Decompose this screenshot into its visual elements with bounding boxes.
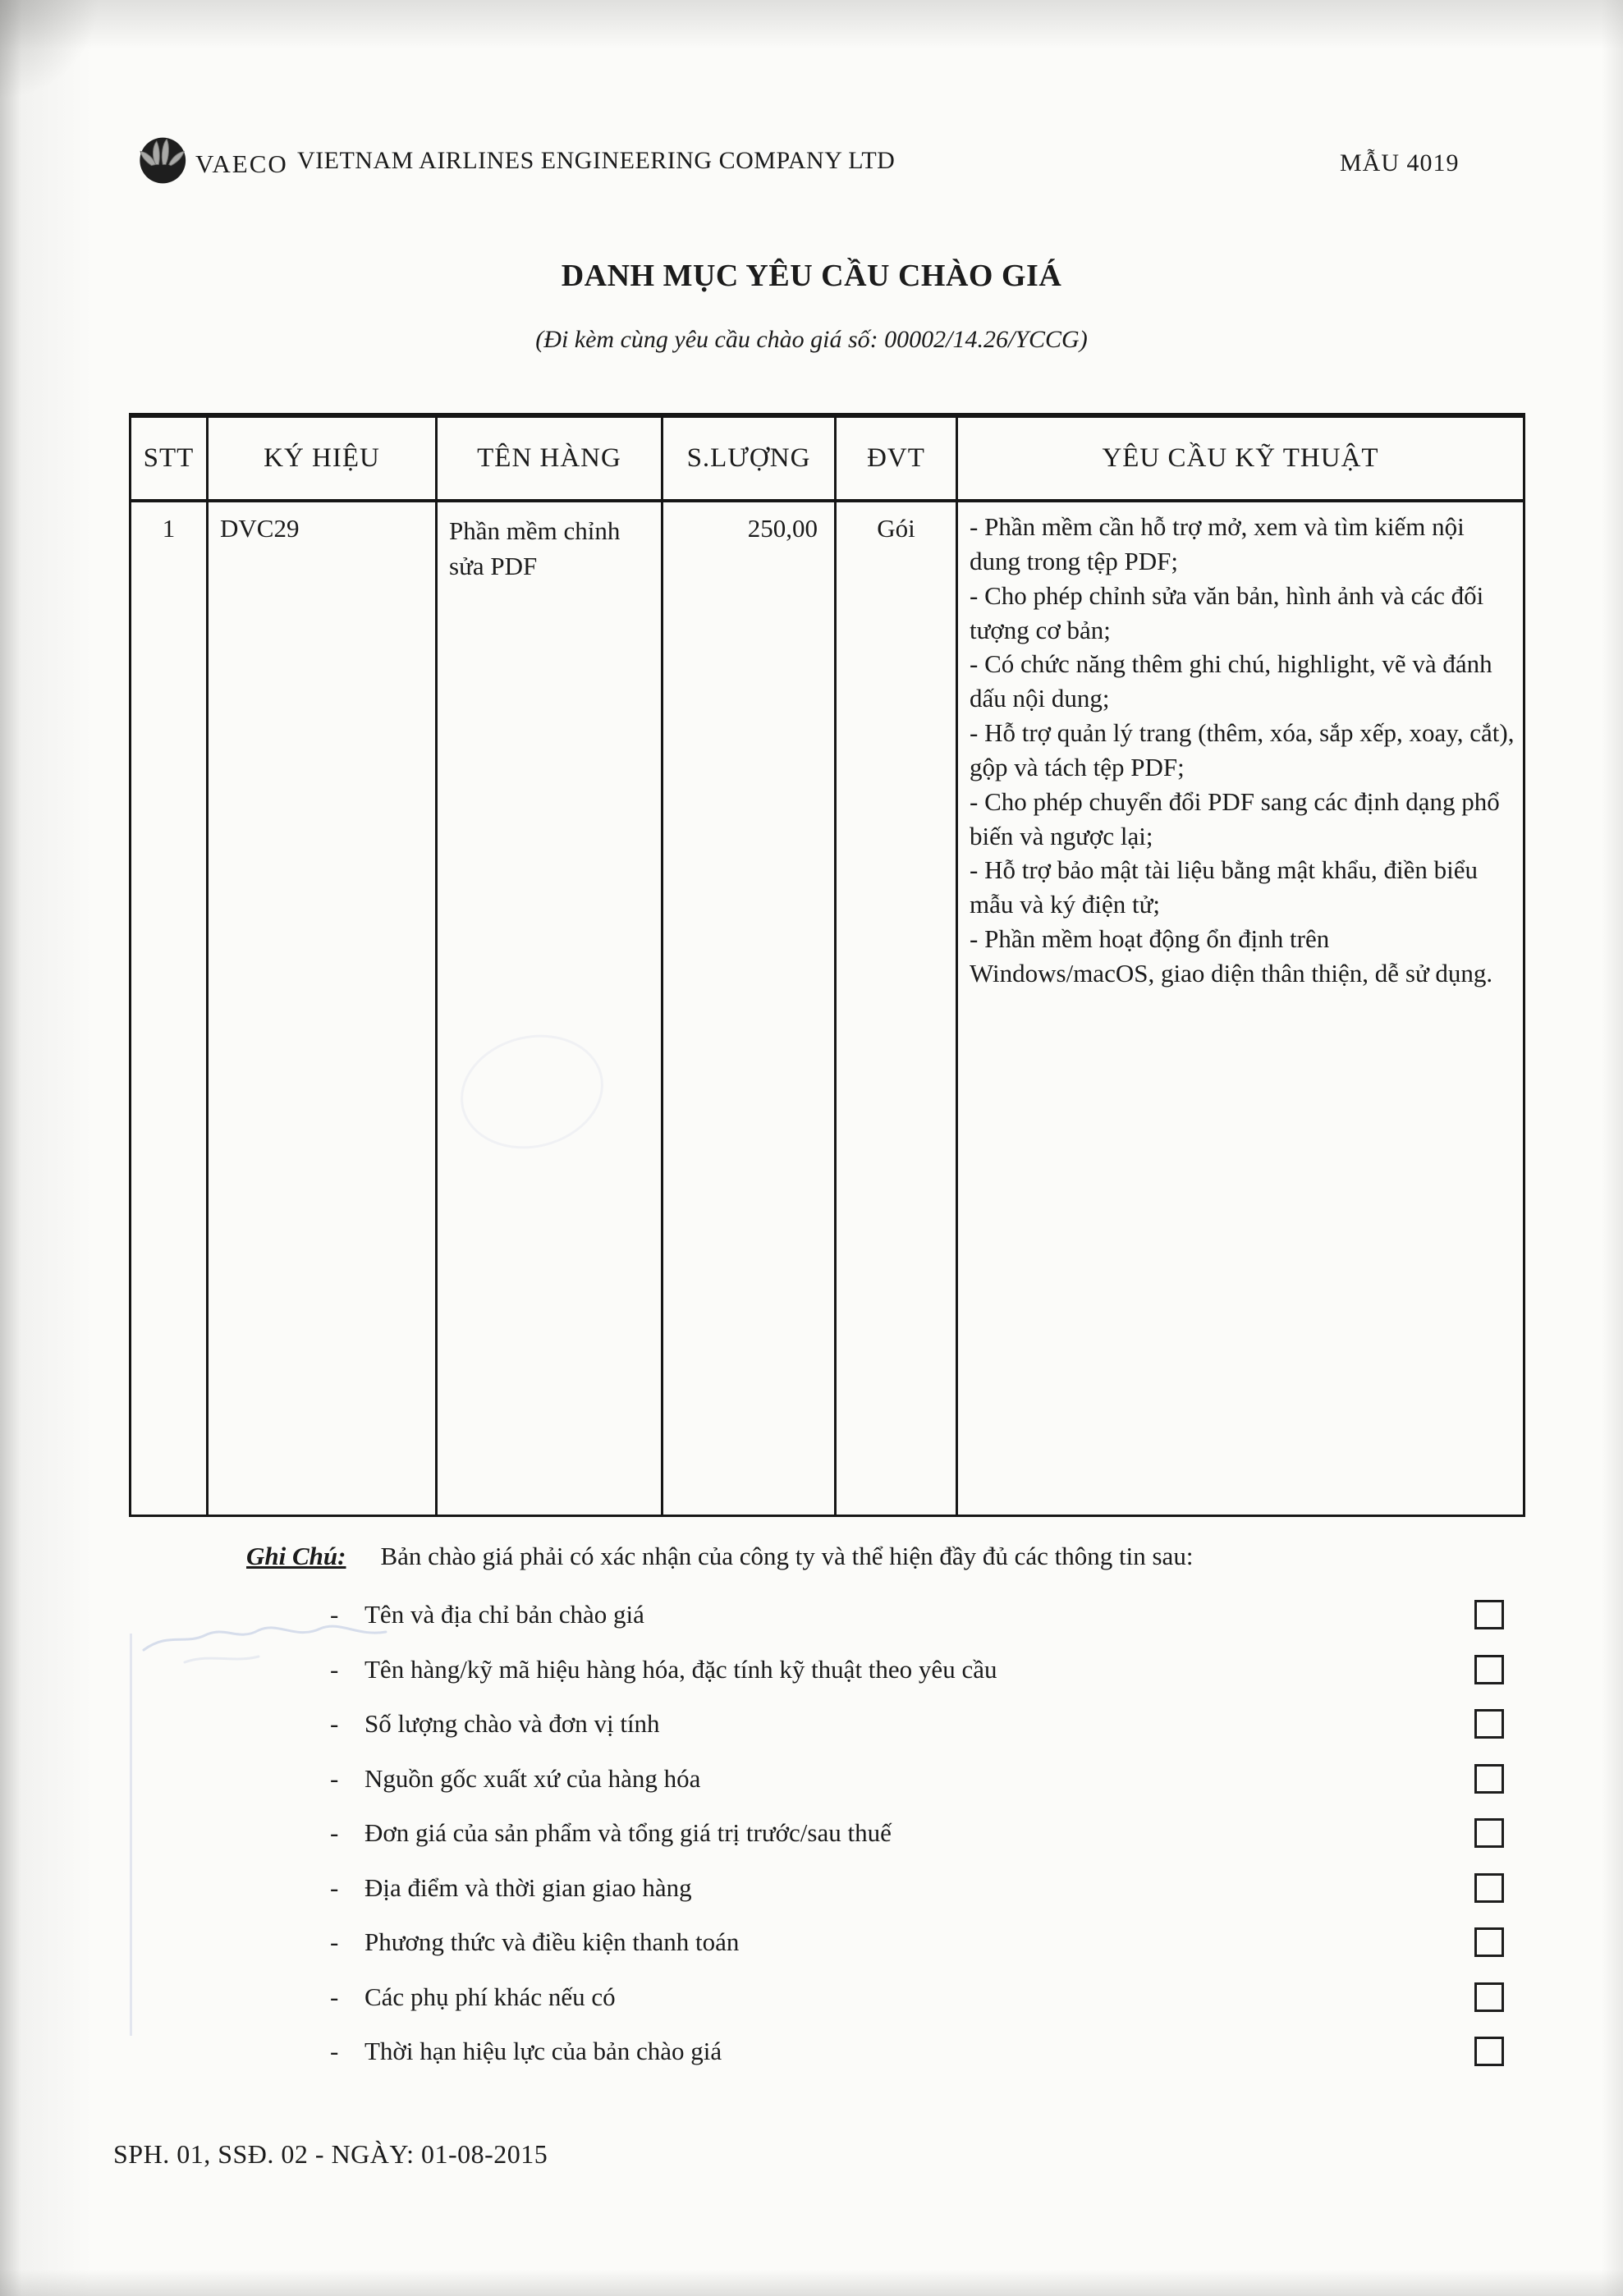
dash-bullet: - [330,1600,339,1629]
note-item [246,1915,1517,1970]
dash-bullet: - [330,1709,339,1739]
scan-edge-top [0,0,1623,54]
dash-bullet: - [330,1982,339,2011]
cell-ky-hieu: DVC29 [208,501,437,1516]
note-item-label: Thời hạn hiệu lực của bản chào giá [364,2037,722,2066]
scan-edge-bottom [0,2268,1623,2296]
footer-revision-line: SPH. 01, SSĐ. 02 - NGÀY: 01-08-2015 [113,2139,548,2169]
quotation-request-table [129,413,1525,1517]
dash-bullet: - [330,1818,339,1848]
note-item-label: Nguồn gốc xuất xứ của hàng hóa [364,1763,701,1793]
checkbox[interactable] [1474,1818,1504,1848]
note-item [246,1588,1517,1643]
company-name: VIETNAM AIRLINES ENGINEERING COMPANY LTD [297,147,896,174]
scan-corner-shadow [0,0,123,123]
notes-header [246,1542,1193,1571]
col-header-ten-hang: TÊN HÀNG [437,415,662,501]
page-subtitle: (Đi kèm cùng yêu cầu chào giá số: 00002/14.26/YCCG) [535,326,1088,353]
notes-label: Ghi Chú: [246,1542,346,1570]
checkbox[interactable] [1474,1927,1504,1957]
table-row [131,501,1524,1516]
dash-bullet: - [330,1763,339,1793]
col-header-stt: STT [131,415,208,501]
cell-stt: 1 [131,501,208,1516]
note-item-label: Địa điểm và thời gian giao hàng [364,1872,692,1902]
table-header-row [131,415,1524,501]
tech-requirement-line: - Hỗ trợ bảo mật tài liệu bằng mật khẩu, điền biểu mẫu và ký điện tử; [970,855,1479,919]
tech-requirement-line: - Phần mềm cần hỗ trợ mở, xem và tìm kiếm nội dung trong tệp PDF; [970,512,1465,575]
note-item-label: Số lượng chào và đơn vị tính [364,1709,660,1739]
col-header-yeu-cau: YÊU CẦU KỸ THUẬT [957,415,1524,501]
note-item-label: Đơn giá của sản phẩm và tổng giá trị trước/sau thuế [364,1818,892,1848]
note-item-label: Các phụ phí khác nếu có [364,1982,616,2011]
col-header-so-luong: S.LƯỢNG [662,415,836,501]
note-item [246,1643,1517,1698]
col-header-ky-hieu: KÝ HIỆU [208,415,437,501]
checkbox[interactable] [1474,1764,1504,1794]
scan-artifact-streak [130,1634,132,2036]
logo-text: VAECO [195,149,288,178]
dash-bullet: - [330,1927,339,1957]
cell-so-luong: 250,00 [662,501,836,1516]
cell-tech-requirements [957,501,1524,1516]
checkbox[interactable] [1474,1873,1504,1903]
tech-requirement-line: - Hỗ trợ quản lý trang (thêm, xóa, sắp xếp, xoay, cắt), gộp và tách tệp PDF; [970,718,1515,781]
notes-checklist [246,1588,1517,2079]
checkbox[interactable] [1474,2037,1504,2066]
checkbox[interactable] [1474,1600,1504,1629]
cell-dvt: Gói [836,501,957,1516]
cell-ten-hang: Phần mềm chỉnh sửa PDF [437,501,662,1516]
note-item [246,1861,1517,1916]
tech-requirement-line: - Cho phép chỉnh sửa văn bản, hình ảnh và các đối tượng cơ bản; [970,580,1484,644]
dash-bullet: - [330,1872,339,1902]
notes-intro: Bản chào giá phải có xác nhận của công ty và thể hiện đầy đủ các thông tin sau: [380,1542,1194,1570]
note-item [246,1806,1517,1861]
col-header-dvt: ĐVT [836,415,957,501]
dash-bullet: - [330,2037,339,2066]
note-item [246,1970,1517,2025]
note-item [246,1697,1517,1752]
dash-bullet: - [330,1654,339,1684]
checkbox[interactable] [1474,1982,1504,2012]
page-title: DANH MỤC YÊU CẦU CHÀO GIÁ [561,259,1062,293]
note-item [246,2024,1517,2079]
checkbox[interactable] [1474,1655,1504,1684]
note-item-label: Phương thức và điều kiện thanh toán [364,1927,740,1957]
note-item-label: Tên và địa chỉ bản chào giá [364,1600,644,1629]
tech-requirement-line: - Có chức năng thêm ghi chú, highlight, vẽ và đánh dấu nội dung; [970,649,1492,713]
tech-requirement-line: - Cho phép chuyển đổi PDF sang các định dạng phổ biến và ngược lại; [970,786,1500,850]
form-number: MẪU 4019 [1340,149,1460,176]
checkbox[interactable] [1474,1709,1504,1739]
note-item [246,1752,1517,1807]
vaeco-lotus-logo-icon [136,133,187,184]
tech-requirement-line: - Phần mềm hoạt động ổn định trên Windows/macOS, giao diện thân thiện, dễ sử dụng. [970,924,1493,988]
note-item-label: Tên hàng/kỹ mã hiệu hàng hóa, đặc tính kỹ thuật theo yêu cầu [364,1654,997,1684]
